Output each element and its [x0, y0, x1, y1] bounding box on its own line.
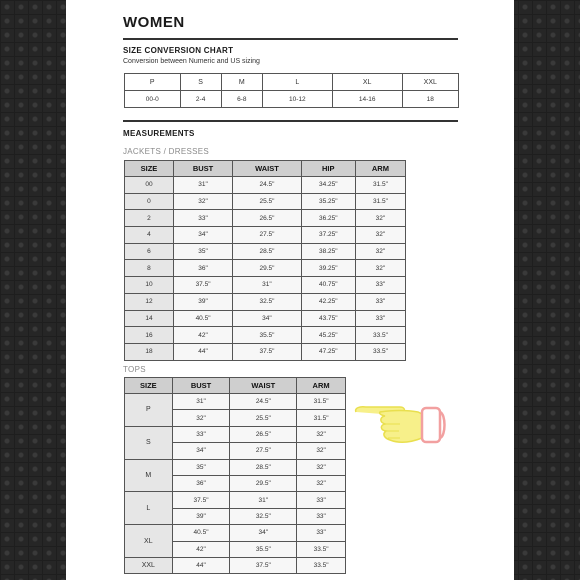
- conversion-number-row: [125, 91, 459, 108]
- table-cell: 37.25": [301, 227, 355, 244]
- table-row: [125, 557, 346, 573]
- table-cell: 35.5": [230, 541, 297, 557]
- table-cell: 32": [297, 459, 346, 475]
- table-cell: 29.5": [233, 260, 302, 277]
- table-cell: 39.25": [301, 260, 355, 277]
- title-divider: [123, 38, 458, 40]
- numeric-size-cell: 14-16: [332, 91, 402, 108]
- measurements-heading: MEASUREMENTS: [123, 129, 195, 138]
- table-cell: 31.5": [355, 193, 405, 210]
- section-divider: [123, 120, 458, 122]
- table-cell: 44": [173, 343, 232, 360]
- table-cell: 44": [172, 557, 230, 573]
- table-cell: 4: [125, 227, 174, 244]
- table-cell: 42.25": [301, 293, 355, 310]
- table-cell: 6: [125, 243, 174, 260]
- column-header: SIZE: [125, 161, 174, 177]
- column-header: ARM: [355, 161, 405, 177]
- numeric-size-cell: 18: [402, 91, 458, 108]
- table-cell: 37.5": [172, 492, 230, 508]
- numeric-size-cell: 10-12: [262, 91, 332, 108]
- letter-size-cell: M: [221, 74, 262, 91]
- table-cell: 10: [125, 277, 174, 294]
- table-cell: 34": [172, 443, 230, 459]
- table-row: [125, 260, 406, 277]
- table-cell: 33": [297, 508, 346, 524]
- table-cell: 16: [125, 327, 174, 344]
- table-cell: 40.5": [172, 525, 230, 541]
- table-cell: 32": [355, 227, 405, 244]
- table-row: [125, 277, 406, 294]
- table-cell: 31": [233, 277, 302, 294]
- table-row: [125, 459, 346, 475]
- table-cell: 35.25": [301, 193, 355, 210]
- letter-size-cell: XXL: [402, 74, 458, 91]
- table-cell: 32": [355, 243, 405, 260]
- table-cell: 33.5": [297, 557, 346, 573]
- tops-label: TOPS: [123, 365, 146, 374]
- table-header-row: [125, 378, 346, 394]
- table-cell: 25.5": [233, 193, 302, 210]
- table-cell: 40.5": [173, 310, 232, 327]
- jackets-dresses-label: JACKETS / DRESSES: [123, 147, 210, 156]
- table-cell: 47.25": [301, 343, 355, 360]
- table-cell: 26.5": [230, 426, 297, 442]
- size-cell: L: [125, 492, 173, 525]
- size-cell: XXL: [125, 557, 173, 573]
- table-cell: 40.75": [301, 277, 355, 294]
- table-cell: 33": [297, 525, 346, 541]
- table-cell: 33.5": [297, 541, 346, 557]
- size-chart-sheet: [66, 0, 514, 580]
- table-cell: 28.5": [233, 243, 302, 260]
- letter-size-cell: XL: [332, 74, 402, 91]
- size-cell: M: [125, 459, 173, 492]
- numeric-size-cell: 2-4: [180, 91, 221, 108]
- table-row: [125, 177, 406, 194]
- conversion-letter-row: [125, 74, 459, 91]
- table-cell: 31.5": [355, 177, 405, 194]
- table-cell: 36.25": [301, 210, 355, 227]
- conversion-subheading: Conversion between Numeric and US sizing: [123, 58, 260, 65]
- table-cell: 32": [173, 193, 232, 210]
- table-cell: 32": [297, 426, 346, 442]
- table-cell: 24.5": [233, 177, 302, 194]
- table-row: [125, 394, 346, 410]
- table-cell: 29.5": [230, 475, 297, 491]
- letter-size-cell: P: [125, 74, 181, 91]
- table-cell: 42": [172, 541, 230, 557]
- table-cell: 36": [173, 260, 232, 277]
- table-cell: 32": [297, 475, 346, 491]
- table-cell: 33": [297, 492, 346, 508]
- table-row: [125, 492, 346, 508]
- table-cell: 12: [125, 293, 174, 310]
- table-cell: 27.5": [233, 227, 302, 244]
- table-cell: 35": [173, 243, 232, 260]
- table-cell: 28.5": [230, 459, 297, 475]
- table-cell: 24.5": [230, 394, 297, 410]
- table-row: [125, 343, 406, 360]
- table-row: [125, 310, 406, 327]
- column-header: BUST: [172, 378, 230, 394]
- table-cell: 39": [173, 293, 232, 310]
- column-header: ARM: [297, 378, 346, 394]
- table-row: [125, 210, 406, 227]
- table-cell: 32": [297, 443, 346, 459]
- table-cell: 37.5": [233, 343, 302, 360]
- table-cell: 33.5": [355, 343, 405, 360]
- table-cell: 45.25": [301, 327, 355, 344]
- table-cell: 34": [230, 525, 297, 541]
- table-row: [125, 525, 346, 541]
- column-header: BUST: [173, 161, 232, 177]
- conversion-heading: SIZE CONVERSION CHART: [123, 46, 234, 55]
- table-row: [125, 227, 406, 244]
- table-cell: 33": [355, 310, 405, 327]
- table-cell: 25.5": [230, 410, 297, 426]
- table-cell: 31": [230, 492, 297, 508]
- table-header-row: [125, 161, 406, 177]
- table-cell: 00: [125, 177, 174, 194]
- table-cell: 35": [172, 459, 230, 475]
- table-cell: 37.5": [230, 557, 297, 573]
- table-cell: 33": [173, 210, 232, 227]
- numeric-size-cell: 00-0: [125, 91, 181, 108]
- table-cell: 34": [173, 227, 232, 244]
- table-cell: 32.5": [230, 508, 297, 524]
- table-cell: 18: [125, 343, 174, 360]
- table-cell: 43.75": [301, 310, 355, 327]
- table-cell: 36": [172, 475, 230, 491]
- table-cell: 14: [125, 310, 174, 327]
- table-cell: 33.5": [355, 327, 405, 344]
- numeric-size-cell: 6-8: [221, 91, 262, 108]
- size-cell: S: [125, 426, 173, 459]
- table-cell: 34": [233, 310, 302, 327]
- letter-size-cell: S: [180, 74, 221, 91]
- table-cell: 31": [172, 394, 230, 410]
- column-header: HIP: [301, 161, 355, 177]
- column-header: WAIST: [230, 378, 297, 394]
- conversion-table: [124, 73, 459, 108]
- table-cell: 32": [355, 210, 405, 227]
- table-cell: 32.5": [233, 293, 302, 310]
- letter-size-cell: L: [262, 74, 332, 91]
- column-header: WAIST: [233, 161, 302, 177]
- table-cell: 39": [172, 508, 230, 524]
- jackets-dresses-table: [124, 160, 406, 361]
- table-cell: 34.25": [301, 177, 355, 194]
- table-cell: 42": [173, 327, 232, 344]
- table-cell: 31.5": [297, 410, 346, 426]
- table-cell: 27.5": [230, 443, 297, 459]
- table-row: [125, 327, 406, 344]
- table-cell: 33": [172, 426, 230, 442]
- table-cell: 0: [125, 193, 174, 210]
- table-cell: 31": [173, 177, 232, 194]
- table-row: [125, 426, 346, 442]
- table-cell: 33": [355, 277, 405, 294]
- table-cell: 32": [355, 260, 405, 277]
- page-title: WOMEN: [123, 14, 185, 31]
- table-row: [125, 193, 406, 210]
- column-header: SIZE: [125, 378, 173, 394]
- table-row: [125, 293, 406, 310]
- table-cell: 33": [355, 293, 405, 310]
- tops-table: [124, 377, 346, 574]
- table-cell: 38.25": [301, 243, 355, 260]
- table-cell: 35.5": [233, 327, 302, 344]
- table-cell: 26.5": [233, 210, 302, 227]
- table-cell: 32": [172, 410, 230, 426]
- table-cell: 37.5": [173, 277, 232, 294]
- table-cell: 8: [125, 260, 174, 277]
- table-cell: 2: [125, 210, 174, 227]
- pointing-hand-icon: [352, 398, 452, 450]
- size-cell: P: [125, 394, 173, 427]
- table-row: [125, 243, 406, 260]
- table-cell: 31.5": [297, 394, 346, 410]
- size-cell: XL: [125, 525, 173, 558]
